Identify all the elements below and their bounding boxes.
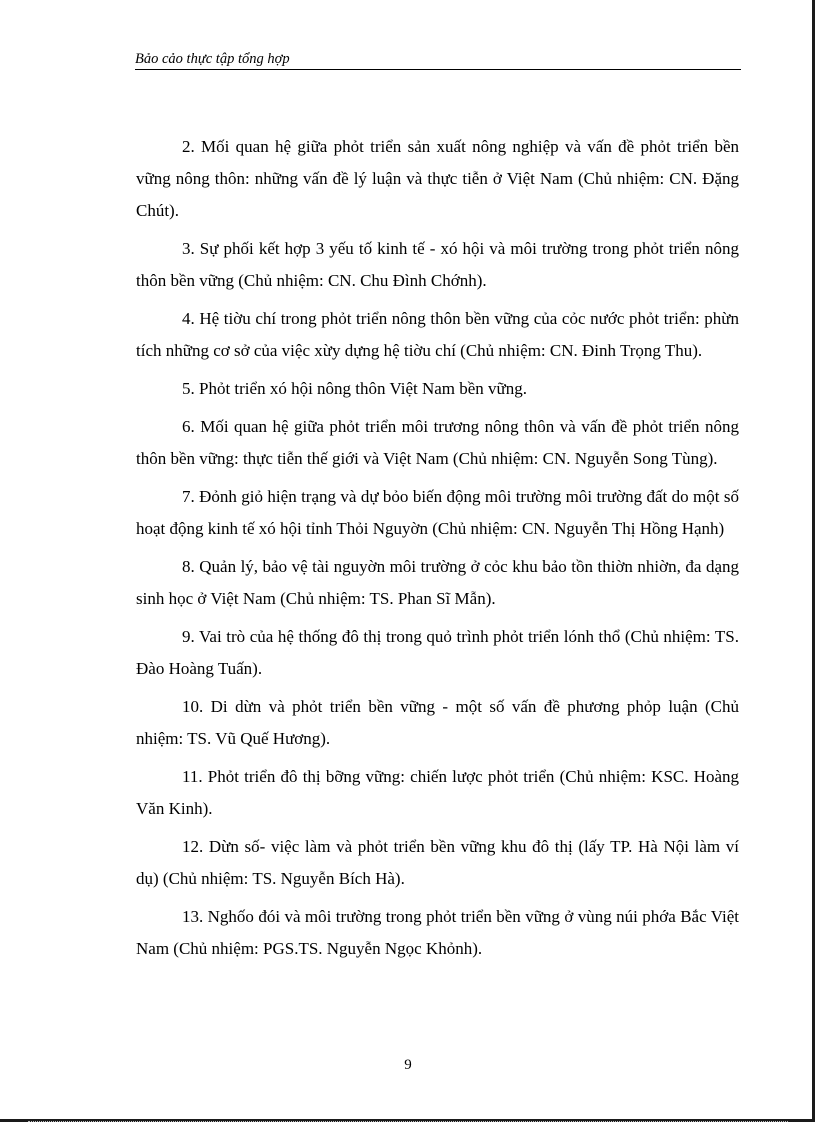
list-item: 8. Quản lý, bảo vệ tài nguyờn môi trường ở cỏc khu bảo tồn thiờn nhiờn, đa dạng sinh học ở Việt Nam (Chủ nhiệm: TS. Phan Sĩ Mẫn).: [136, 557, 739, 608]
list-item: 7. Đỏnh giỏ hiện trạng và dự bỏo biến động môi trường môi trường đất do một số hoạt động kinh tế xó hội tỉnh Thỏi Nguyờn (Chủ nhiệm: CN. Nguyễn Thị Hồng Hạnh): [136, 487, 739, 538]
list-item: 9. Vai trò của hệ thống đô thị trong quỏ trình phỏt triển lónh thổ (Chủ nhiệm: TS. Đào Hoàng Tuấn).: [136, 627, 739, 678]
list-item: 11. Phỏt triển đô thị bỡng vững: chiến lược phỏt triển (Chủ nhiệm: KSC. Hoàng Văn Kinh).: [136, 767, 739, 818]
bottom-divider: [28, 1121, 788, 1122]
list-item: 2. Mối quan hệ giữa phỏt triển sản xuất nông nghiệp và vấn đề phỏt triển bền vững nông thôn: những vấn đề lý luận và thực tiễn ở Việt Nam (Chủ nhiệm: CN. Đặng Chút).: [136, 137, 739, 220]
list-item: 3. Sự phối kết hợp 3 yếu tố kinh tế - xó hội và môi trường trong phỏt triển nông thôn bền vững (Chủ nhiệm: CN. Chu Đình Chớnh).: [136, 239, 739, 290]
running-header: Bảo cảo thực tập tổng hợp: [135, 50, 741, 70]
list-item: 10. Di dừn và phỏt triển bền vững - một số vấn đề phương phỏp luận (Chủ nhiệm: TS. Vũ Quế Hương).: [136, 697, 739, 748]
list-item: 4. Hệ tiờu chí trong phỏt triển nông thôn bền vững của cỏc nước phỏt triển: phừn tích những cơ sở của việc xừy dựng hệ tiờu chí (Chủ nhiệm: CN. Đinh Trọng Thu).: [136, 309, 739, 360]
page-number: 9: [404, 1057, 412, 1073]
list-item: 12. Dừn số- việc làm và phỏt triển bền vững khu đô thị (lấy TP. Hà Nội làm ví dụ) (Chủ nhiệm: TS. Nguyễn Bích Hà).: [136, 837, 739, 888]
list-item: 5. Phỏt triển xó hội nông thôn Việt Nam bền vững.: [182, 379, 528, 398]
document-body: [136, 131, 739, 971]
list-item: 13. Nghốo đói và môi trường trong phỏt triển bền vững ở vùng núi phớa Bắc Việt Nam (Chủ nhiệm: PGS.TS. Nguyễn Ngọc Khỏnh).: [136, 907, 739, 958]
list-item: 6. Mối quan hệ giữa phỏt triển môi trương nông thôn và vấn đề phỏt triển nông thôn bền vững: thực tiễn thế giới và Việt Nam (Chủ nhiệm: CN. Nguyễn Song Tùng).: [136, 417, 739, 468]
